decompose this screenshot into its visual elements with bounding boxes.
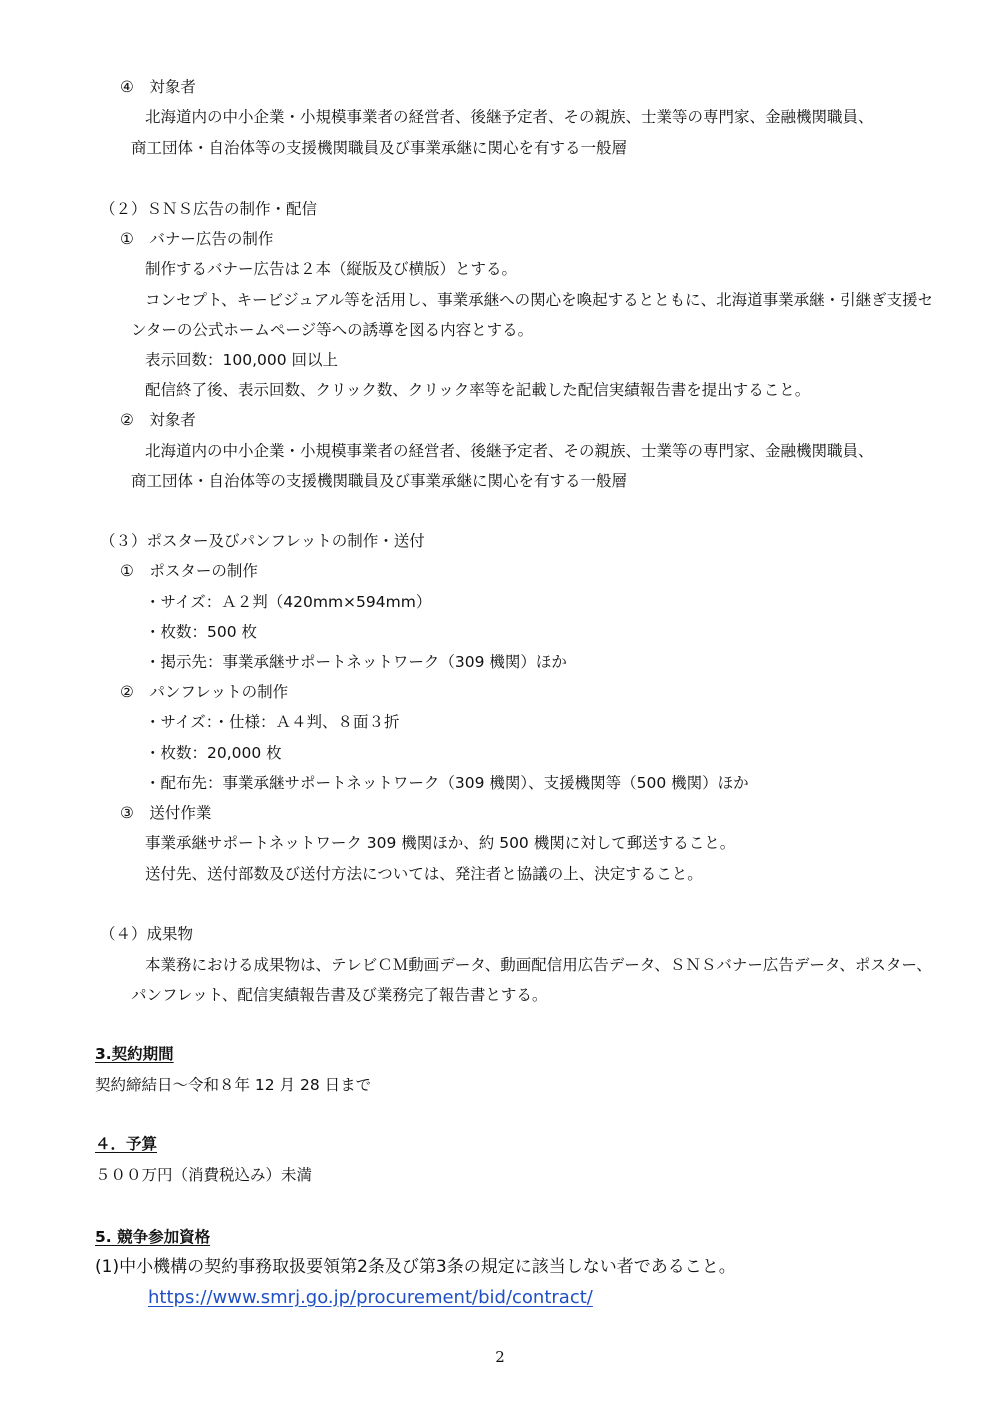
paragraph-line: 北海道内の中小企業・小規模事業者の経営者、後継予定者、その親族、士業等の専門家、金融機関職員、 xyxy=(145,442,874,460)
list-item: ・サイズ：・仕様：Ａ４判、８面３折 xyxy=(145,713,400,731)
paragraph-line: 配信終了後、表示回数、クリック数、クリック率等を記載した配信実績報告書を提出すること。 xyxy=(145,381,811,399)
eligibility-text: (1)中小機構の契約事務取扱要領第2条及び第3条の規定に該当しない者であること。 xyxy=(95,1257,736,1277)
item-3-title: ③ 送付作業 xyxy=(120,804,212,822)
section-3-heading: （３）ポスター及びパンフレットの制作・送付 xyxy=(100,532,425,550)
contract-period-text: 契約締結日～令和８年 12 月 28 日まで xyxy=(95,1076,372,1094)
budget-heading: ４．予算 xyxy=(95,1135,158,1153)
item-4-title: ④ 対象者 xyxy=(120,78,196,96)
paragraph-line: 制作するバナー広告は２本（縦版及び横版）とする。 xyxy=(145,260,518,278)
list-item: ・枚数：20,000 枚 xyxy=(145,744,282,762)
paragraph-line: ンターの公式ホームページ等への誘導を図る内容とする。 xyxy=(131,321,534,339)
paragraph-line: 商工団体・自治体等の支援機関職員及び事業承継に関心を有する一般層 xyxy=(131,139,628,157)
section-4-heading: （４）成果物 xyxy=(100,925,194,943)
item-1-title: ① ポスターの制作 xyxy=(120,562,258,580)
item-2-title: ② パンフレットの制作 xyxy=(120,683,289,701)
item-1-title: ① バナー広告の制作 xyxy=(120,230,274,248)
paragraph-line: 本業務における成果物は、テレビＣＭ動画データ、動画配信用広告データ、ＳＮＳバナー広告データ、ポスター、 xyxy=(145,956,932,974)
eligibility-heading: 5. 競争参加資格 xyxy=(95,1228,211,1246)
list-item: ・掲示先：事業承継サポートネットワーク（309 機関）ほか xyxy=(145,653,567,671)
page-number: 2 xyxy=(495,1348,505,1366)
contract-period-heading: 3.契約期間 xyxy=(95,1045,174,1063)
paragraph-line: 北海道内の中小企業・小規模事業者の経営者、後継予定者、その親族、士業等の専門家、金融機関職員、 xyxy=(145,108,874,126)
paragraph-line: 表示回数：100,000 回以上 xyxy=(145,351,339,369)
paragraph-line: 商工団体・自治体等の支援機関職員及び事業承継に関心を有する一般層 xyxy=(131,472,628,490)
list-item: ・配布先：事業承継サポートネットワーク（309 機関）、支援機関等（500 機関）ほか xyxy=(145,774,749,792)
paragraph-line: コンセプト、キービジュアル等を活用し、事業承継への関心を喚起するとともに、北海道事業承継・引継ぎ支援セ xyxy=(145,291,934,309)
list-item: ・サイズ：Ａ２判（420mm×594mm） xyxy=(145,593,432,611)
paragraph-line: 送付先、送付部数及び送付方法については、発注者と協議の上、決定すること。 xyxy=(145,865,703,883)
paragraph-line: パンフレット、配信実績報告書及び業務完了報告書とする。 xyxy=(131,986,548,1004)
budget-text: ５００万円（消費税込み）未満 xyxy=(95,1166,313,1184)
section-2-heading: （２）ＳＮＳ広告の制作・配信 xyxy=(100,200,318,218)
item-2-title: ② 対象者 xyxy=(120,411,196,429)
paragraph-line: 事業承継サポートネットワーク 309 機関ほか、約 500 機関に対して郵送すること。 xyxy=(145,834,736,852)
list-item: ・枚数：500 枚 xyxy=(145,623,258,641)
contract-rules-link[interactable]: https://www.smrj.go.jp/procurement/bid/contract/ xyxy=(148,1287,593,1308)
